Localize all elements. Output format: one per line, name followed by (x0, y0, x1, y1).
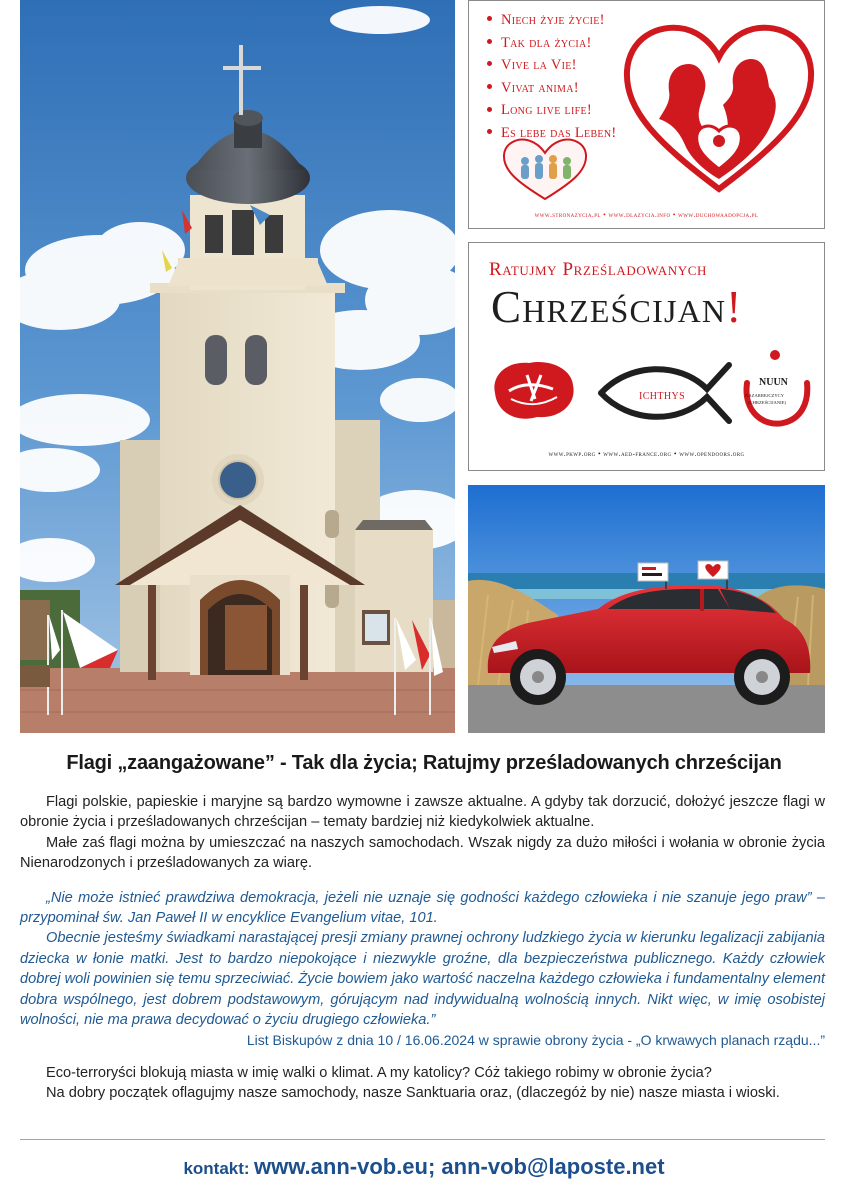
family-heart-icon (619, 19, 819, 195)
slogan-item: Tak dla życia! (487, 32, 617, 55)
quote-paragraph: „Nie może istnieć prawdziwa demokracja, jeżeli nie uznaje się godności każdego człowieka i nie szanuje jego praw” – przypominał św. Jan Paweł II w encyklice Evangelium vitae, 101. (20, 889, 825, 927)
flag-title-line2 (491, 281, 742, 333)
flag-ratujmy-chrzescijan (468, 242, 825, 471)
slogan-item: Vivat anima! (487, 77, 617, 100)
nuun-sub2: (CHRZEŚCIJANIE) (748, 400, 787, 405)
contact-label: kontakt: (183, 1159, 250, 1178)
slogan-item: Long live life! (487, 99, 617, 122)
slogan-item: Vive la Vie! (487, 54, 617, 77)
slogan-item: Es lebe das Leben! (487, 122, 617, 145)
car-photo (468, 485, 825, 733)
flag-title-exclamation: ! (726, 282, 743, 332)
footer-divider (20, 1139, 825, 1140)
article-body (20, 792, 825, 1104)
contact-links[interactable]: www.ann-vob.eu; ann-vob@laposte.net (254, 1154, 665, 1179)
flag-title-word: Chrześcijan (491, 282, 727, 332)
flag-life-urls: www.stronazycia.pl • www.dlazycia.info • www.duchowaadopcja.pl (534, 210, 759, 219)
paragraph: Małe zaś flagi można by umieszczać na naszych samochodach. Wszak nigdy za dużo miłości i wołania w obronie życia Nienarodzonych i prześladowanych za wiarę. (20, 834, 825, 872)
quote-source: List Biskupów z dnia 10 / 16.06.2024 w sprawie obrony życia - „O krwawych planach rządu...” (246, 1032, 825, 1049)
ichthys-label: ICHTHYS (639, 391, 686, 402)
flag-christians-urls: www.pkwp.org • www.aed-france.org • www.opendoors.org (548, 449, 745, 458)
paragraph: Na dobry początek oflagujmy nasze samochody, nasze Sanktuaria oraz, (dlaczegóż by nie) nasze miasta i wioski. (46, 1085, 780, 1102)
flag-title-line1: Ratujmy Prześladowanych (489, 259, 708, 280)
red-emblem-icon (487, 355, 579, 425)
contact-line (0, 1154, 848, 1180)
slogan-list (487, 9, 617, 145)
paragraph: Flagi polskie, papieskie i maryjne są bardzo wymowne i zawsze aktualne. A gdyby tak dorzucić, dołożyć jeszcze flagi w obronie życia i prześladowanych chrześcijan – tematy bardziej niż kiedykolwiek aktualne. (20, 794, 825, 831)
paragraph: Eco-terroryści blokują miasta w imię walki o klimat. A my katolicy? Cóż takiego robimy w obronie życia? (46, 1064, 712, 1081)
children-heart-icon (499, 137, 591, 203)
article-headline: Flagi „zaangażowane” - Tak dla życia; Ratujmy prześladowanych chrześcijan (66, 752, 782, 774)
nuun-label: NUUN (759, 377, 788, 388)
flag-tak-dla-zycia (468, 0, 825, 229)
nuun-sub1: NAZARREJCZYCY (745, 393, 785, 398)
slogan-item: Niech żyje życie! (487, 9, 617, 32)
church-photo (20, 0, 455, 733)
quote-paragraph: Obecnie jesteśmy świadkami narastającej presji zmiany prawnej ochrony ludzkiego życia w kierunku legalizacji zabijania dziecka w łonie matki. Jest to bardzo niepokojące i niezwykle groźne, dla bezpieczeństwa publicznego. Każdy człowiek dobrej woli powinien się temu sprzeciwiać. Życie bowiem jako wartość naczelna każdego człowieka i fundamentalny element dobra wspólnego, jest dobrem podstawowym, górującym nad indywidualną wolnością innych. Nikt więc, w imię osobistej wolności, nie ma prawa decydować o życiu drugiego człowieka.” (20, 930, 825, 1029)
ichthys-fish-icon (595, 359, 733, 427)
nuun-emblem-icon (739, 347, 813, 433)
